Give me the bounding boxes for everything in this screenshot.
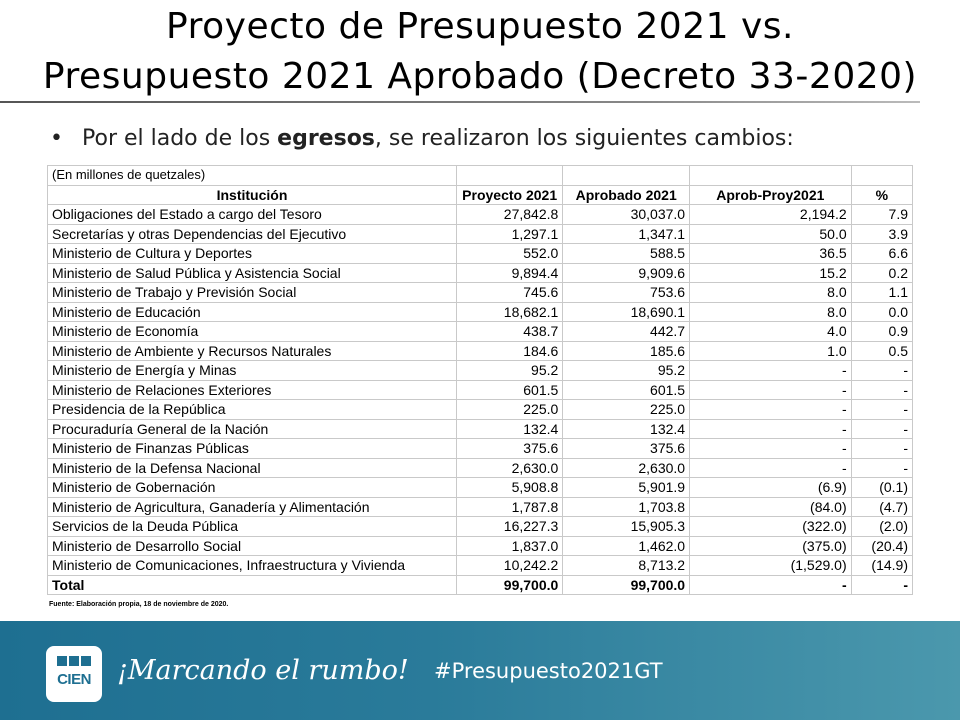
cell-proyecto: 375.6 xyxy=(456,439,562,459)
cell-diferencia: 36.5 xyxy=(690,244,852,264)
cell-porcentaje: 0.0 xyxy=(851,302,912,322)
cell-institucion: Ministerio de Educación xyxy=(48,302,457,322)
table-row xyxy=(48,283,913,303)
cell-porcentaje: (20.4) xyxy=(851,536,912,556)
table-row xyxy=(48,380,913,400)
cell-diferencia: - xyxy=(690,361,852,381)
cell-proyecto: 1,297.1 xyxy=(456,224,562,244)
cell-diferencia: 8.0 xyxy=(690,302,852,322)
logo-text: CIEN xyxy=(57,671,91,688)
unit-row xyxy=(48,166,913,186)
title-line-2: Presupuesto 2021 Aprobado (Decreto 33-2020) xyxy=(42,56,918,97)
cell-diferencia: 2,194.2 xyxy=(690,205,852,225)
cell-aprobado: 225.0 xyxy=(563,400,690,420)
cell-aprobado: 15,905.3 xyxy=(563,517,690,537)
cell-aprobado: 8,713.2 xyxy=(563,556,690,576)
table-row xyxy=(48,458,913,478)
cell-porcentaje: - xyxy=(851,439,912,459)
table-row xyxy=(48,556,913,576)
cell-aprobado: 132.4 xyxy=(563,419,690,439)
budget-table xyxy=(47,165,913,595)
bullet-text-pre: Por el lado de los xyxy=(82,126,278,151)
cell-institucion: Obligaciones del Estado a cargo del Tesoro xyxy=(48,205,457,225)
cell-institucion: Ministerio de Ambiente y Recursos Naturales xyxy=(48,341,457,361)
table-row xyxy=(48,205,913,225)
table-row xyxy=(48,517,913,537)
cell-aprobado: 753.6 xyxy=(563,283,690,303)
unit-row-blank xyxy=(563,166,690,186)
cell-porcentaje: (2.0) xyxy=(851,517,912,537)
cell-proyecto: 5,908.8 xyxy=(456,478,562,498)
cell-porcentaje: 0.2 xyxy=(851,263,912,283)
cell-proyecto: 438.7 xyxy=(456,322,562,342)
unit-row-blank xyxy=(456,166,562,186)
table-row xyxy=(48,244,913,264)
logo-square xyxy=(57,656,67,666)
total-row xyxy=(48,575,913,595)
logo-square xyxy=(81,656,91,666)
cell-porcentaje: - xyxy=(851,380,912,400)
cell-porcentaje: (0.1) xyxy=(851,478,912,498)
cell-proyecto: 99,700.0 xyxy=(456,575,562,595)
cien-logo-icon xyxy=(46,646,102,702)
cell-proyecto: 184.6 xyxy=(456,341,562,361)
cell-porcentaje: (14.9) xyxy=(851,556,912,576)
table-row xyxy=(48,536,913,556)
cell-porcentaje: 0.9 xyxy=(851,322,912,342)
cell-institucion: Ministerio de Relaciones Exteriores xyxy=(48,380,457,400)
cell-proyecto: 18,682.1 xyxy=(456,302,562,322)
table-row xyxy=(48,400,913,420)
cell-aprobado: 588.5 xyxy=(563,244,690,264)
footer-band xyxy=(0,621,960,720)
cell-institucion: Ministerio de Cultura y Deportes xyxy=(48,244,457,264)
source-note: Fuente: Elaboración propia, 18 de noviembre de 2020. xyxy=(49,601,229,608)
cell-proyecto: 95.2 xyxy=(456,361,562,381)
cell-aprobado: 30,037.0 xyxy=(563,205,690,225)
cell-aprobado: 95.2 xyxy=(563,361,690,381)
cell-institucion: Ministerio de la Defensa Nacional xyxy=(48,458,457,478)
cell-proyecto: 601.5 xyxy=(456,380,562,400)
cell-institucion: Ministerio de Economía xyxy=(48,322,457,342)
hashtag: #Presupuesto2021GT xyxy=(434,659,663,683)
logo-square xyxy=(69,656,79,666)
cell-porcentaje: 1.1 xyxy=(851,283,912,303)
cell-diferencia: (375.0) xyxy=(690,536,852,556)
cell-proyecto: 9,894.4 xyxy=(456,263,562,283)
unit-row-blank xyxy=(851,166,912,186)
bullet-text-post: , se realizaron los siguientes cambios: xyxy=(374,126,794,151)
cell-proyecto: 225.0 xyxy=(456,400,562,420)
bullet-point xyxy=(50,122,794,156)
cell-aprobado: 185.6 xyxy=(563,341,690,361)
table-row xyxy=(48,478,913,498)
cell-institucion: Ministerio de Gobernación xyxy=(48,478,457,498)
cell-institucion: Ministerio de Salud Pública y Asistencia Social xyxy=(48,263,457,283)
table-row xyxy=(48,419,913,439)
cell-proyecto: 132.4 xyxy=(456,419,562,439)
table-row xyxy=(48,497,913,517)
cell-proyecto: 2,630.0 xyxy=(456,458,562,478)
unit-row-blank xyxy=(690,166,852,186)
table-row xyxy=(48,439,913,459)
cell-proyecto: 16,227.3 xyxy=(456,517,562,537)
cell-institucion: Presidencia de la República xyxy=(48,400,457,420)
cell-aprobado: 99,700.0 xyxy=(563,575,690,595)
cell-diferencia: - xyxy=(690,380,852,400)
cell-diferencia: (322.0) xyxy=(690,517,852,537)
header-row xyxy=(48,185,913,205)
cell-diferencia: (1,529.0) xyxy=(690,556,852,576)
cell-proyecto: 27,842.8 xyxy=(456,205,562,225)
cell-institucion: Servicios de la Deuda Pública xyxy=(48,517,457,537)
cell-diferencia: 50.0 xyxy=(690,224,852,244)
cell-institucion: Ministerio de Comunicaciones, Infraestructura y Vivienda xyxy=(48,556,457,576)
cell-aprobado: 442.7 xyxy=(563,322,690,342)
header-porcentaje: % xyxy=(851,185,912,205)
cell-diferencia: 15.2 xyxy=(690,263,852,283)
budget-table-wrapper xyxy=(47,165,913,595)
cell-porcentaje: 6.6 xyxy=(851,244,912,264)
slogan: ¡Marcando el rumbo! xyxy=(117,655,409,686)
cell-porcentaje: - xyxy=(851,575,912,595)
cell-aprobado: 18,690.1 xyxy=(563,302,690,322)
header-diferencia: Aprob-Proy2021 xyxy=(690,185,852,205)
cell-diferencia: - xyxy=(690,419,852,439)
cell-proyecto: 1,787.8 xyxy=(456,497,562,517)
table-row xyxy=(48,263,913,283)
title-divider xyxy=(0,101,920,103)
cell-porcentaje: - xyxy=(851,361,912,381)
cell-institucion: Ministerio de Energía y Minas xyxy=(48,361,457,381)
total-label: Total xyxy=(48,575,457,595)
cell-diferencia: 8.0 xyxy=(690,283,852,303)
cell-aprobado: 9,909.6 xyxy=(563,263,690,283)
cell-diferencia: - xyxy=(690,439,852,459)
table-body xyxy=(48,205,913,595)
table-row xyxy=(48,302,913,322)
table-row xyxy=(48,224,913,244)
header-proyecto: Proyecto 2021 xyxy=(456,185,562,205)
slide-title xyxy=(0,2,960,102)
cell-porcentaje: 7.9 xyxy=(851,205,912,225)
cell-porcentaje: 3.9 xyxy=(851,224,912,244)
cell-diferencia: 1.0 xyxy=(690,341,852,361)
bullet-dot-icon: • xyxy=(50,126,63,151)
cell-proyecto: 552.0 xyxy=(456,244,562,264)
table-row xyxy=(48,341,913,361)
table-row xyxy=(48,361,913,381)
cell-institucion: Procuraduría General de la Nación xyxy=(48,419,457,439)
cell-aprobado: 5,901.9 xyxy=(563,478,690,498)
header-aprobado: Aprobado 2021 xyxy=(563,185,690,205)
cell-porcentaje: - xyxy=(851,400,912,420)
unit-note: (En millones de quetzales) xyxy=(48,166,457,186)
cell-institucion: Ministerio de Desarrollo Social xyxy=(48,536,457,556)
table-row xyxy=(48,322,913,342)
title-line-1: Proyecto de Presupuesto 2021 vs. xyxy=(166,6,794,47)
cell-porcentaje: (4.7) xyxy=(851,497,912,517)
cell-aprobado: 1,703.8 xyxy=(563,497,690,517)
cell-proyecto: 1,837.0 xyxy=(456,536,562,556)
cell-diferencia: - xyxy=(690,575,852,595)
cell-diferencia: (6.9) xyxy=(690,478,852,498)
cell-porcentaje: - xyxy=(851,458,912,478)
cell-diferencia: - xyxy=(690,458,852,478)
cell-porcentaje: - xyxy=(851,419,912,439)
cell-porcentaje: 0.5 xyxy=(851,341,912,361)
cell-aprobado: 1,347.1 xyxy=(563,224,690,244)
cell-institucion: Ministerio de Agricultura, Ganadería y Alimentación xyxy=(48,497,457,517)
cell-diferencia: 4.0 xyxy=(690,322,852,342)
cell-aprobado: 375.6 xyxy=(563,439,690,459)
cell-institucion: Secretarías y otras Dependencias del Ejecutivo xyxy=(48,224,457,244)
cell-aprobado: 601.5 xyxy=(563,380,690,400)
bullet-text-bold: egresos xyxy=(277,126,375,151)
cell-institucion: Ministerio de Finanzas Públicas xyxy=(48,439,457,459)
cell-diferencia: - xyxy=(690,400,852,420)
header-institucion: Institución xyxy=(48,185,457,205)
cell-aprobado: 2,630.0 xyxy=(563,458,690,478)
cell-proyecto: 745.6 xyxy=(456,283,562,303)
cell-aprobado: 1,462.0 xyxy=(563,536,690,556)
cell-institucion: Ministerio de Trabajo y Previsión Social xyxy=(48,283,457,303)
cell-diferencia: (84.0) xyxy=(690,497,852,517)
cell-proyecto: 10,242.2 xyxy=(456,556,562,576)
